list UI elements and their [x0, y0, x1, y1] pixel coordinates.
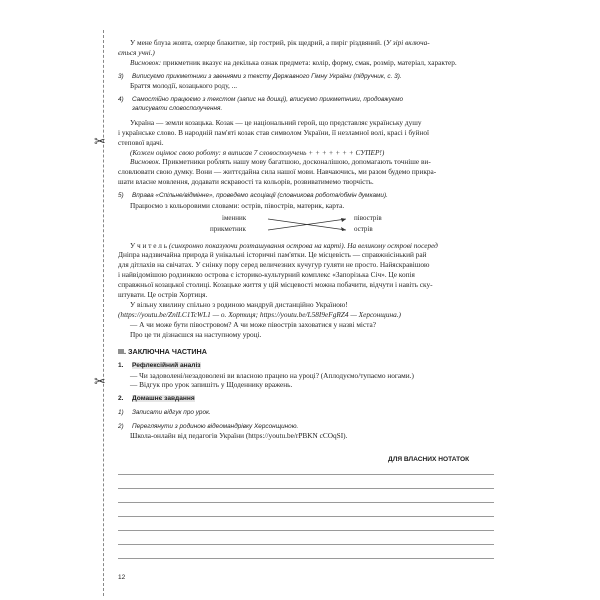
subsection-heading: 2. Домашнє завдання [118, 395, 195, 403]
word-diagram [118, 213, 494, 239]
paragraph: шати власне мовлення, додавати яскравості та кольорів, розвиватимемо творчість. [118, 177, 374, 187]
paragraph: штувати. Це острів Хортиця. [118, 290, 208, 300]
teacher-speech: У ч и т е л ь (синхронно показуючи розташування острова на карті). На великому острові посеред [130, 240, 438, 250]
lesson-text [118, 38, 494, 441]
video-links: (https://youtu.be/ZnlLC1TcWL1 — о. Хортиця; https://youtu.be/L58I9eFgRZ4 — Херсонщина.) [118, 309, 401, 319]
diagram-arrows [266, 215, 350, 235]
conclusion: Висновок: прикметник вказує на декілька ознак предмета: колір, форму, смак, розмір, матеріал, характер. [130, 57, 457, 67]
homework-item: 2) Переглянути з родиною відеомандрівку Херсонщиною. [118, 422, 299, 430]
diagram-word: острів [354, 224, 373, 233]
homework-item: 1) Записати відгук про урок. [118, 409, 211, 417]
notes-title: ДЛЯ ВЛАСНИХ НОТАТОК [388, 456, 470, 463]
question: — А чи може бути півостровом? А чи може півострів заховатися у назві міста? [130, 319, 376, 329]
section-heading: III. ЗАКЛЮЧНА ЧАСТИНА [118, 346, 207, 356]
paragraph: і найвідомішою родзинкою острова є історико-культурний комплекс «Запорізька Січ». Це копія [118, 270, 415, 280]
paragraph: словлювати свою думку. Вони — життєдайна сила нашої мови. Навчаючись, ми разом будемо прикра- [118, 167, 437, 177]
subsection-heading: 1. Рефлексійний аналіз [118, 361, 201, 369]
paragraph: для дітлахів на свічатах. У снінку пору серед величезних кучугур гуляти не просто. Найяскравішою [118, 260, 430, 270]
paragraph: Про це ти дізнаєшся на наступному уроці. [130, 329, 262, 339]
conclusion: Висновок. Прикметники роблять нашу мову багатшою, досконалішою, допомагають точніше ви- [130, 157, 431, 167]
task-5: 5) Вправа «Спільне/відмінне», проведемо асоціації (словникова робота/обмін думками). [118, 192, 388, 200]
note-line [118, 558, 494, 559]
paragraph: Україна — земли козацька. Козак — це національний герой, що представляє українську душу [130, 117, 422, 127]
paragraph: Дніпра надзвичайна природа й унікальні історичні пам'ятки. Це місцевість — справжнісінький рай [118, 250, 427, 260]
paragraph: Працюємо з кольоровими словами: острів, півострів, материк, карта. [130, 200, 345, 210]
note-line [118, 502, 494, 503]
cut-line [103, 30, 104, 596]
page-number: 12 [118, 574, 126, 581]
paragraph: і українське слово. В народній пам'яті козак став символом України, її незламної волі, красі і буйної [118, 127, 430, 137]
task-4: 4) Самостійно працюємо з текстом (запис на дошці), вписуємо прикметники, продовжуємо [118, 96, 404, 104]
note-line [118, 544, 494, 545]
scissors-icon: ✂ [94, 374, 106, 390]
quote: Браття молодії, козацького роду, ... [130, 81, 238, 91]
diagram-word: півострів [354, 213, 382, 222]
paragraph: Школа-онлайн від педагогів України (https://youtu.be/rPBKN cCOqSI). [130, 431, 348, 441]
task-4-cont: записувати словосполучення. [132, 105, 223, 113]
paragraph: справжньої козацької столиці. Козацьке життя у цій місцевості можна побачити, відчути і навіть ску- [118, 280, 433, 290]
paragraph: У вільну хвилину спільно з родиною мандруй дистанційно Україною! [130, 299, 348, 309]
note-line [118, 516, 494, 517]
note-line [118, 530, 494, 531]
paragraph: У мене блуза жовта, озерце блакитне, зір гострий, рік щедрий, а пиріг різдвяний. (У зірі включа- [130, 38, 430, 47]
note-line [118, 474, 494, 475]
task-3: 3) Виписуємо прикметники з звеннями з тексту Державного Гімну України (підручник, с. 3). [118, 72, 402, 80]
paragraph: степової вдачі. [118, 137, 164, 147]
question: — Чи задоволені/незадоволені ви власною працею на уроці? (Аплодуємо/тупаємо ногами.) [130, 370, 414, 380]
scissors-icon: ✂ [94, 134, 106, 150]
diagram-word: прикметник [210, 224, 246, 233]
diagram-word: іменник [222, 213, 247, 222]
note-line [118, 488, 494, 489]
question: — Відгук про урок запишіть у Щоденнику вражень. [130, 380, 293, 390]
paragraph: ється учні.) [118, 47, 155, 57]
self-assessment: (Кожен оцінює свою роботу: я виписав 7 словосполучень + + + + + + + СУПЕР!) [130, 147, 385, 157]
